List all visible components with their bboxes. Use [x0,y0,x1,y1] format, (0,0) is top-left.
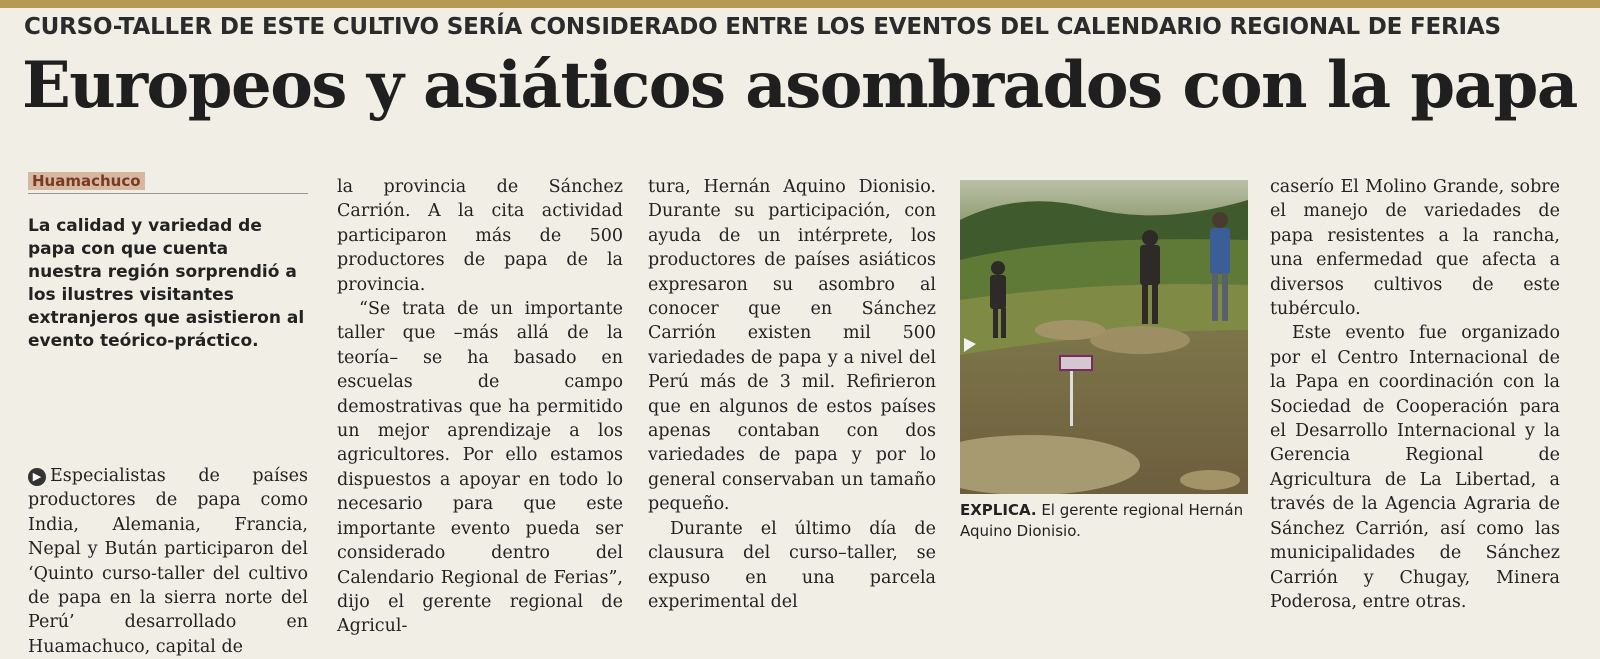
column-5-paragraph: Este evento fue organizado por el Centro Internacional de la Papa en coordinación con la Sociedad de Cooperación para el Desarrollo Internacional y la Gerencia Regional de Agricultura de La Libertad, a través de la Agencia Agraria de Sánchez Carrión, así como las municipalidades de Sánchez Carrión y Chugay, Minera Poderosa, entre otras. [1270,323,1560,612]
photo-caption [960,500,1260,542]
article-kicker: CURSO-TALLER DE ESTE CULTIVO SERÍA CONSIDERADO ENTRE LOS EVENTOS DEL CALENDARIO REGIONAL DE FERIAS [24,14,1501,40]
top-color-bar [0,0,1600,8]
column-1-paragraph: Especialistas de países productores de papa como India, Alemania, Francia, Nepal y Bután participaron del ‘Quinto curso-taller del cultivo de papa en la sierra norte del Perú’ desarrollado en Huamachuco, capital de [28,466,308,657]
section-tag: Huamachuco [28,172,145,190]
caption-label: EXPLICA. [960,501,1037,519]
column-5-paragraph: caserío El Molino Grande, sobre el manejo de variedades de papa resistentes a la rancha, una enfermedad que afecta a diversos cultivos de este tubérculo. [1270,177,1560,320]
article-column-1 [28,464,308,659]
column-3-paragraph: tura, Hernán Aquino Dionisio. Durante su participación, con ayuda de un intérprete, los productores de países asiáticos expresaron su asombro al conocer que en Sánchez Carrión existen mil 500 variedades de papa y a nivel del Perú más de 3 mil. Refirieron que en algunos de estos países apenas contaban con dos variedades de papa y por lo general conservaban un tamaño pequeño. [648,177,936,515]
caption-text: El gerente regional Hernán Aquino Dionisio. [960,501,1244,540]
article-photo [960,180,1248,494]
article-column-3 [648,175,936,614]
column-2-paragraph: “Se trata de un importante taller que –más allá de la teoría– se ha basado en escuelas de campo demostrativas que ha permitido un mejor aprendizaje a los agricultores. Por ello estamos dispuestos a apoyar en todo lo necesario para que este importante evento pueda ser considerado dentro del Calendario Regional de Ferias”, dijo el gerente regional de Agricul- [337,299,623,637]
article-headline: Europeos y asiáticos asombrados con la papa [22,48,1577,123]
field-photo-illustration [960,180,1248,494]
article-column-2 [337,175,623,639]
column-3-paragraph: Durante el último día de clausura del curso–taller, se expuso en una parcela experimental del [648,518,936,612]
chevron-right-icon: ▶ [28,468,46,486]
column-2-paragraph: la provincia de Sánchez Carrión. A la cita actividad participaron más de 500 productores de papa de la provincia. [337,177,623,295]
article-lead: La calidad y variedad de papa con que cuenta nuestra región sorprendió a los ilustres visitantes extranjeros que asistieron al evento teórico-práctico. [28,216,305,351]
article-column-5 [1270,175,1560,614]
section-divider [28,193,308,194]
